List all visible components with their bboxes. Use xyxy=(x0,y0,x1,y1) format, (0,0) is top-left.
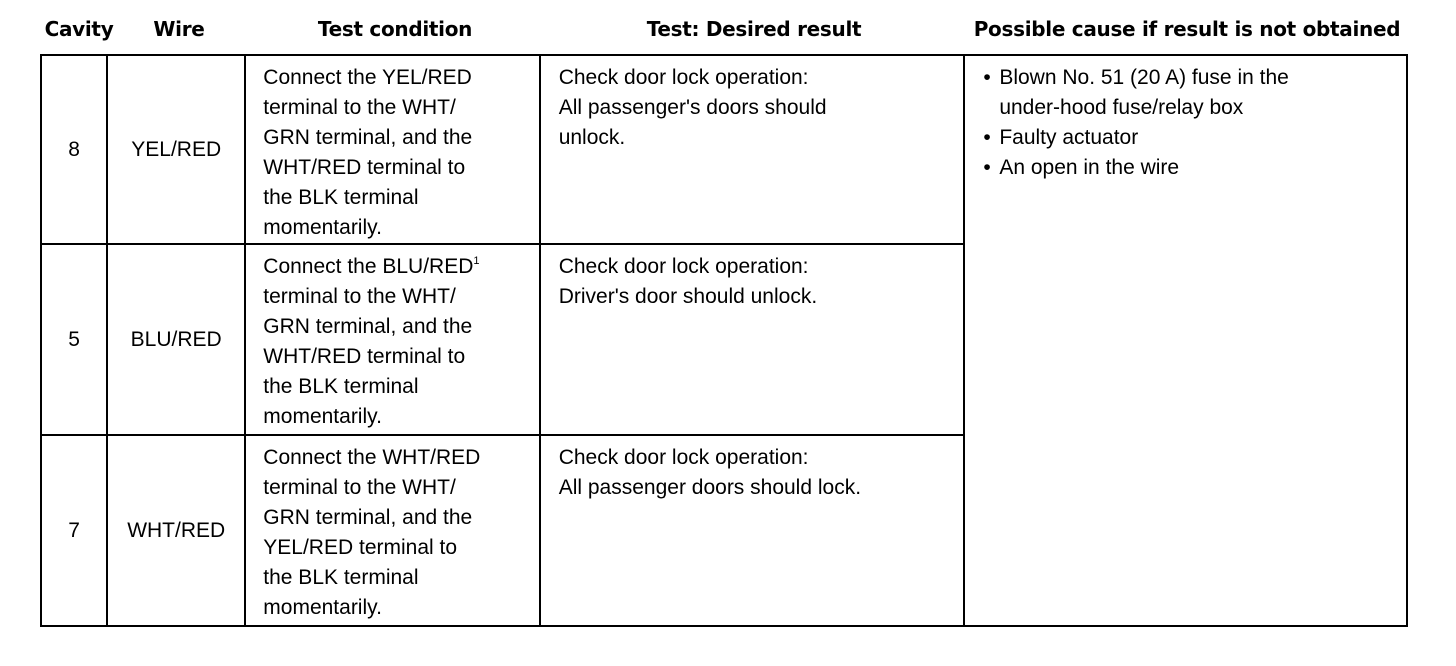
header-desired-result: Test: Desired result xyxy=(646,17,862,41)
test-condition-cell xyxy=(245,435,539,626)
test-condition-cell xyxy=(245,55,539,244)
troubleshooting-table xyxy=(40,54,1408,627)
desired-result-text: Check door lock operation: All passenger's doors should unlock. xyxy=(558,66,827,149)
cause-text: An open in the wire xyxy=(999,156,1180,179)
cause-text: Faulty actuator xyxy=(999,126,1139,149)
cavity-cell: 7 xyxy=(41,435,107,626)
cavity-cell: 5 xyxy=(41,244,107,435)
table-row xyxy=(41,55,1407,244)
cavity-cell: 8 xyxy=(41,55,107,244)
possible-cause-cell xyxy=(964,55,1407,626)
bullet-icon: • xyxy=(983,126,991,149)
desired-result-cell xyxy=(540,55,965,244)
list-item xyxy=(983,63,1396,123)
wire-cell: BLU/RED xyxy=(107,244,245,435)
desired-result-cell xyxy=(540,244,965,435)
desired-result-cell xyxy=(540,435,965,626)
test-condition-text: Connect the WHT/RED terminal to the WHT/ GRN terminal, and the YEL/RED terminal to the BLK terminal momentarily. xyxy=(263,446,481,619)
header-cavity: Cavity xyxy=(44,17,114,41)
test-condition-text xyxy=(246,245,538,432)
possible-cause-list xyxy=(965,56,1406,183)
header-test-condition: Test condition xyxy=(317,17,473,41)
wire-cell: WHT/RED xyxy=(107,435,245,626)
bullet-icon: • xyxy=(983,66,991,89)
header-wire: Wire xyxy=(153,17,205,41)
footnote-marker: 1 xyxy=(473,255,480,267)
test-condition-cell xyxy=(245,244,539,435)
desired-result-text: Check door lock operation: Driver's door should unlock. xyxy=(558,255,818,308)
header-possible-cause: Possible cause if result is not obtained xyxy=(973,17,1401,41)
test-condition-prefix: Connect the BLU/RED xyxy=(263,255,474,278)
list-item xyxy=(983,153,1396,183)
bullet-icon: • xyxy=(983,156,991,179)
wire-cell: YEL/RED xyxy=(107,55,245,244)
test-condition-rest: terminal to the WHT/ GRN terminal, and the WHT/RED terminal to the BLK terminal momentarily. xyxy=(263,285,473,428)
desired-result-text: Check door lock operation: All passenger doors should lock. xyxy=(558,446,862,499)
list-item xyxy=(983,123,1396,153)
test-condition-text: Connect the YEL/RED terminal to the WHT/ GRN terminal, and the WHT/RED terminal to the BLK terminal momentarily. xyxy=(263,66,473,239)
cause-text: Blown No. 51 (20 A) fuse in the under-hood fuse/relay box xyxy=(999,66,1289,119)
